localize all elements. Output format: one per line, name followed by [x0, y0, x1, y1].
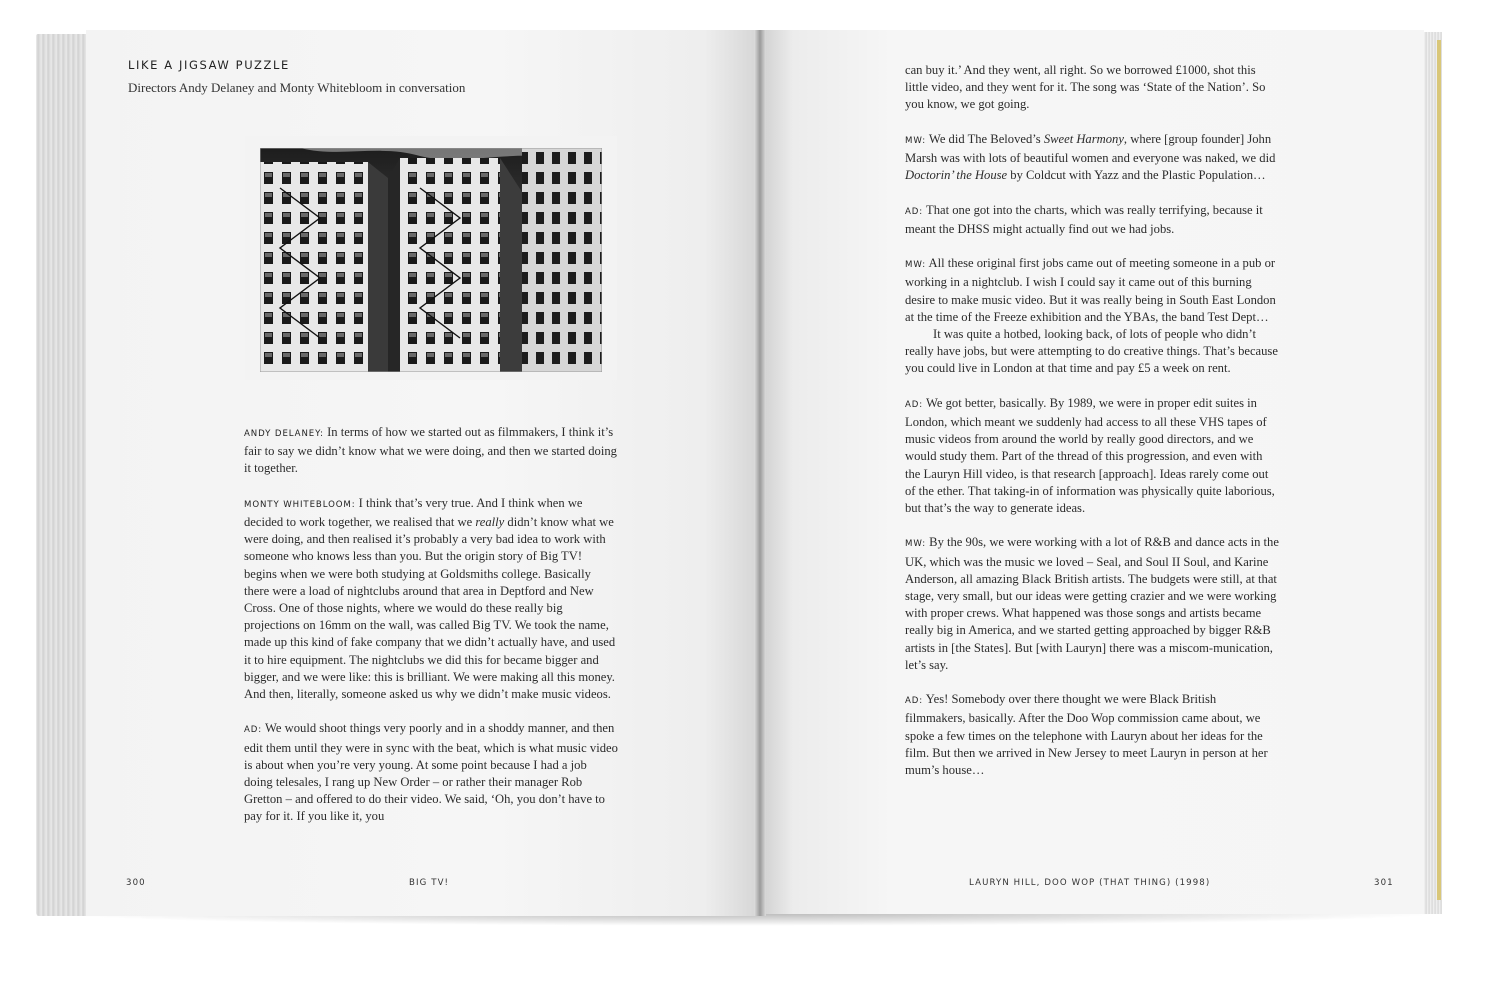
paragraph-ad-2: [905, 395, 1279, 517]
left-column-text: [244, 424, 618, 843]
speaker-label: AD:: [905, 399, 924, 410]
paragraph-mw-3: [905, 534, 1279, 674]
speaker-label: ANDY DELANEY:: [244, 429, 324, 439]
paragraph-monty-whitebloom: [244, 495, 618, 703]
chapter-subheading: Directors Andy Delaney and Monty Whitebloom in conversation: [128, 80, 466, 95]
paragraph-mw-1: [905, 131, 1279, 185]
page-number-right: 301: [1374, 878, 1394, 888]
paragraph-text: Yes! Somebody over there thought we were Black British filmmakers, basically. After the Doo Wop commission came about, we spoke a few times on the telephone with Lauryn about her ideas for the film. But then we arrived in New Jersey to meet Lauryn in person at her mum’s house…: [905, 692, 1268, 778]
speaker-label: AD:: [244, 725, 263, 736]
chapter-heading: LIKE A JIGSAW PUZZLE: [128, 58, 290, 72]
paragraph-text: That one got into the charts, which was really terrifying, because it meant the DHSS might actually find out we had jobs.: [905, 202, 1263, 236]
speaker-label: AD:: [905, 696, 924, 707]
emphasis-text: Doctorin’ the House: [905, 168, 1008, 183]
paragraph-mw-2-continued: It was quite a hotbed, looking back, of lots of people who didn’t really have jobs, but were attempting to do creative things. That’s because you could live in London at that time and pay £5 a week on rent.: [905, 327, 1278, 376]
paragraph-continuation: can buy it.’ And they went, all right. So we borrowed £1000, shot this little video, and they went for it. The song was ‘State of the Nation’. So you know, we got going.: [905, 63, 1266, 112]
book-gutter: [754, 30, 766, 916]
paragraph-text: , where [group founder] John Marsh was with lots of beautiful women and everyone was naked, we did: [905, 131, 1276, 165]
paragraph-text: In terms of how we started out as filmmakers, I think it’s fair to say we didn’t know what we were doing, and then we started doing it together.: [244, 425, 617, 476]
speaker-label: MW:: [905, 539, 927, 550]
speaker-label: MONTY WHITEBLOOM:: [244, 499, 356, 510]
page-edge-accent: [1437, 40, 1441, 900]
paragraph-text: We did The Beloved’s: [926, 131, 1044, 146]
paragraph-text: We would shoot things very poorly and in a shoddy manner, and then edit them until they were in sync with the beat, which is what music video is about when you’re very young. At some point because I had a job doing telesales, I rang up New Order – or rather their manager Rob Gretton – and offered to do their video. We said, ‘Oh, you don’t have to pay for it. If you like it, you: [244, 721, 618, 824]
speaker-label: AD:: [905, 206, 924, 217]
running-head-left: BIG TV!: [409, 878, 450, 888]
emphasis-text: Sweet Harmony: [1043, 131, 1124, 146]
paragraph-mw-2: [905, 255, 1279, 326]
paragraph-text: I think that’s very true. And I think when we decided to work together, we realised that we: [244, 495, 583, 529]
paragraph-text: All these original first jobs came out of meeting someone in a pub or working in a nightclub. I wish I could say it came out of this burning desire to make music video. But it was really being in South East London at the time of the Freeze exhibition and the YBAs, the band Test Dept…: [905, 256, 1276, 324]
paragraph-text: by Coldcut with Yazz and the Plastic Population…: [1007, 168, 1266, 183]
running-head-right: LAURYN HILL, DOO WOP (THAT THING) (1998): [969, 878, 1211, 888]
paragraph-andy-delaney: [244, 424, 618, 478]
paragraph-text: We got better, basically. By 1989, we were in proper edit suites in London, which meant we suddenly had access to all these VHS tapes of music videos from around the world by really good directors, and we would study them. Part of the thread of this progression, and even with the Lauryn Hill video, is that research [approach]. Ideas rarely come out of the ether. That taking-in of information was physically quite laborious, but that’s the way to generate ideas.: [905, 395, 1275, 516]
paragraph-text: By the 90s, we were working with a lot of R&B and dance acts in the UK, which was the music we loved – Seal, and Soul II Soul, and Karine Anderson, all amazing Black British artists. The budgets were still, at that stage, very small, but our ideas were getting crazier and we were working with proper crews. What happened was those songs and artists became really big in America, and we started getting approached by bigger R&B artists in [the States]. But [with Lauryn] there was a miscom-munication, let’s say.: [905, 535, 1279, 672]
paragraph-ad-1: [905, 202, 1279, 238]
building-photograph: [245, 136, 617, 380]
emphasis-text: really: [475, 515, 505, 529]
right-column-text: [905, 62, 1279, 796]
paragraph-ad: [244, 720, 618, 825]
photo-image: [260, 148, 602, 372]
paragraph-text: didn’t know what we were doing, and then realised it’s probably a very bad idea to work with someone who knows less than you. But the origin story of Big TV! begins when we were both studying at Goldsmiths college. Basically there were a load of nightclubs around that area in Deptford and New Cross. One of those nights, where we would do these really big projections on 16mm on the wall, was called Big TV. We took the name, made up this kind of fake company that we didn’t actually have, and used it to hire equipment. The nightclubs we did this for became bigger and bigger, and we were like: this is brilliant. We were making all this money. And then, literally, someone asked us why we didn’t make music videos.: [244, 515, 616, 702]
page-number-left: 300: [126, 878, 146, 888]
speaker-label: MW:: [905, 135, 927, 146]
paragraph-ad-3: [905, 691, 1279, 779]
speaker-label: MW:: [905, 260, 927, 271]
